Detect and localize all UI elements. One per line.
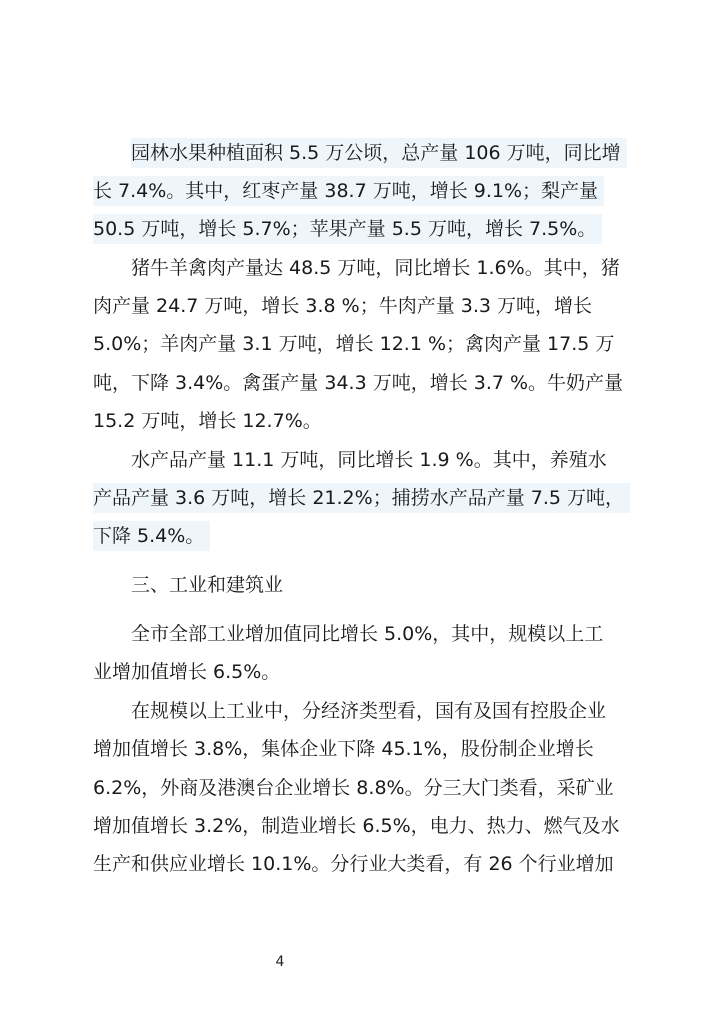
paragraph-fruit-line-1: 园林水果种植面积 5.5 万公顷，总产量 106 万吨，同比增	[131, 138, 627, 168]
paragraph-industry-detail-line-5: 生产和供应业增长 10.1%。分行业大类看，有 26 个行业增加	[93, 853, 614, 875]
paragraph-industry-line-1: 全市全部工业增加值同比增长 5.0%，其中，规模以上工	[131, 623, 604, 645]
paragraph-industry-detail-line-3: 6.2%，外商及港澳台企业增长 8.8%。分三大门类看，采矿业	[93, 777, 614, 799]
paragraph-industry-detail-line-2: 增加值增长 3.8%，集体企业下降 45.1%，股份制企业增长	[93, 738, 594, 760]
paragraph-aquatic-line-3: 下降 5.4%。	[93, 521, 210, 551]
paragraph-industry-detail-line-4: 增加值增长 3.2%，制造业增长 6.5%，电力、热力、燃气及水	[93, 815, 620, 837]
paragraph-meat-line-3: 5.0%；羊肉产量 3.1 万吨，增长 12.1 %；禽肉产量 17.5 万	[93, 333, 615, 355]
paragraph-fruit-line-3: 50.5 万吨，增长 5.7%；苹果产量 5.5 万吨，增长 7.5%。	[93, 214, 602, 244]
paragraph-meat-line-1: 猪牛羊禽肉产量达 48.5 万吨，同比增长 1.6%。其中，猪	[131, 257, 620, 279]
paragraph-aquatic-line-2: 产品产量 3.6 万吨，增长 21.2%；捕捞水产品产量 7.5 万吨，	[93, 483, 630, 513]
paragraph-industry-line-2: 业增加值增长 6.5%。	[93, 661, 281, 683]
paragraph-meat-line-5: 15.2 万吨，增长 12.7%。	[93, 410, 322, 432]
paragraph-fruit-line-2: 长 7.4%。其中，红枣产量 38.7 万吨，增长 9.1%；梨产量	[93, 176, 604, 206]
paragraph-industry-detail-line-1: 在规模以上工业中，分经济类型看，国有及国有控股企业	[131, 700, 607, 722]
paragraph-meat-line-4: 吨，下降 3.4%。禽蛋产量 34.3 万吨，增长 3.7 %。牛奶产量	[93, 372, 624, 394]
paragraph-meat-line-2: 肉产量 24.7 万吨，增长 3.8 %；牛肉产量 3.3 万吨，增长	[93, 295, 593, 317]
page-number: 4	[275, 954, 285, 970]
section-heading-industry: 三、工业和建筑业	[131, 574, 284, 596]
paragraph-aquatic-line-1: 水产品产量 11.1 万吨，同比增长 1.9 %。其中，养殖水	[131, 449, 607, 471]
